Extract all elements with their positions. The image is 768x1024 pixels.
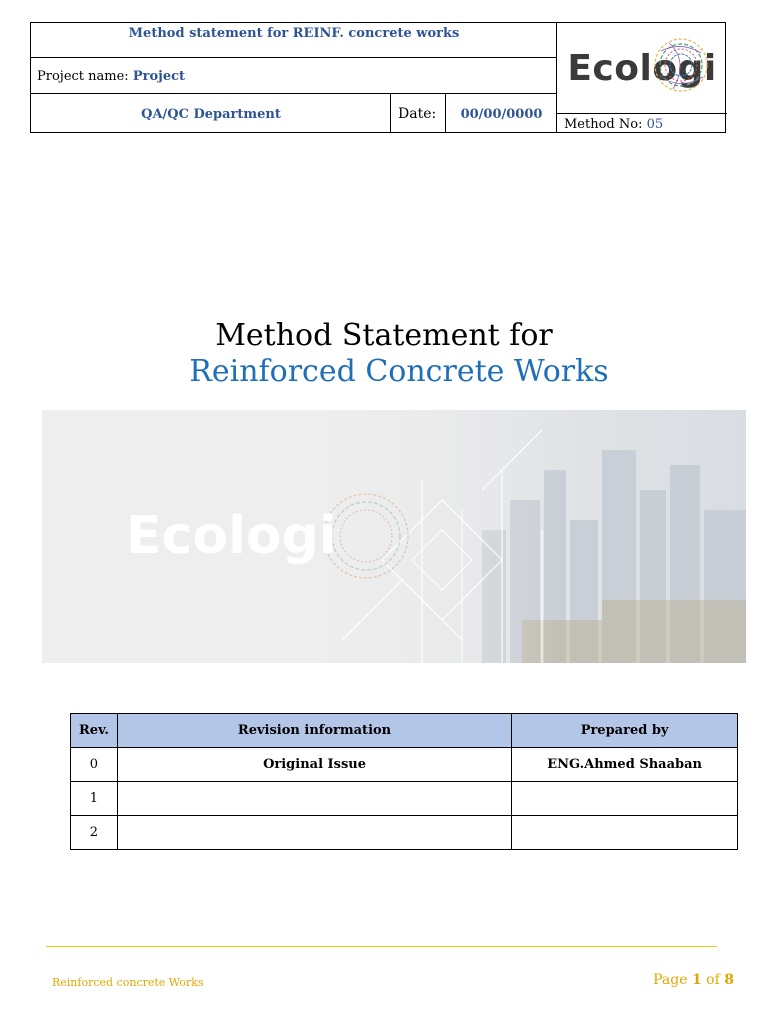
divider (31, 57, 557, 58)
date-value: 00/00/0000 (460, 106, 543, 122)
prepared-by-cell (512, 816, 738, 850)
project-name-label: Project name: (37, 68, 129, 84)
footer-divider (46, 946, 717, 947)
page-of: of (706, 972, 720, 988)
logo-swirl-icon (649, 31, 713, 103)
revision-info-cell: Original Issue (117, 748, 511, 782)
column-header-prepared-by: Prepared by (512, 714, 738, 748)
project-name-value: Project (132, 68, 186, 84)
hero-watermark-text: Ecologi (126, 506, 337, 566)
method-number-value: 05 (646, 116, 664, 132)
cover-title-line2: Reinforced Concrete Works (189, 354, 609, 389)
footer-document-name: Reinforced concrete Works (52, 976, 204, 989)
rev-number-cell: 2 (71, 816, 118, 850)
column-header-revision-info: Revision information (117, 714, 511, 748)
page-total: 8 (724, 972, 734, 988)
revision-table (70, 713, 738, 850)
method-number-label: Method No: (564, 116, 643, 132)
page-word: Page (653, 972, 688, 988)
city-skyline-graphic (42, 410, 746, 663)
table-row (71, 782, 738, 816)
cover-image (42, 410, 746, 663)
prepared-by-cell: ENG.Ahmed Shaaban (512, 748, 738, 782)
project-name-field (37, 59, 537, 93)
logo-text: Ecologi (567, 48, 717, 89)
company-logo (557, 23, 727, 114)
rev-number-cell: 0 (71, 748, 118, 782)
page-current: 1 (691, 972, 702, 988)
column-header-rev: Rev. (71, 714, 118, 748)
revision-info-cell (117, 816, 511, 850)
revision-info-cell (117, 782, 511, 816)
method-number-field (564, 114, 727, 134)
table-header-row (71, 714, 738, 748)
prepared-by-cell (512, 782, 738, 816)
department-label: QA/QC Department (141, 106, 281, 122)
date-label: Date: (398, 106, 437, 122)
cover-title-line1: Method Statement for (215, 318, 553, 353)
document-title: Method statement for REINF. concrete works (128, 25, 460, 41)
table-row (71, 816, 738, 850)
page-number (653, 972, 734, 988)
table-row (71, 748, 738, 782)
header-table (30, 22, 726, 133)
rev-number-cell: 1 (71, 782, 118, 816)
